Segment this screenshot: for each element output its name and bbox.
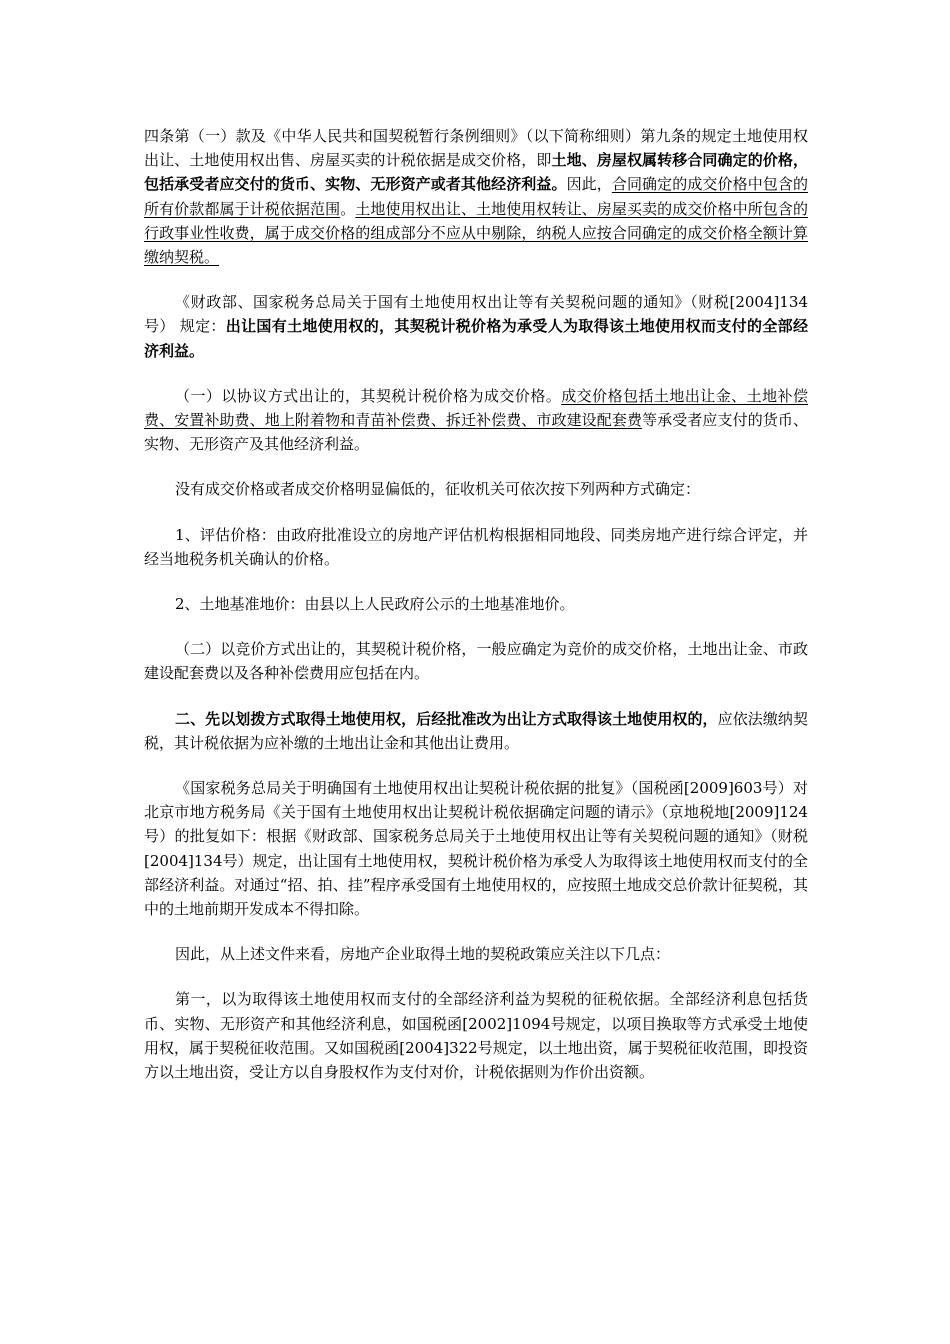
paragraph-3-text: （一）以协议方式出让的，其契税计税价格为成交价格。 [175, 386, 562, 405]
paragraph-3-text-2: 等承受者应支付的货币、实物、无形资产及其他经济利益。 [144, 411, 808, 454]
paragraph-8 [144, 707, 808, 755]
paragraph-3 [144, 384, 808, 457]
paragraph-1-underline: 合同确定的成交价格中包含的所有价款都属于计税依据范围 [144, 175, 808, 218]
paragraph-5: 1、评估价格：由政府批准设立的房地产评估机构根据相同地段、同类房地产进行综合评定，并经当地税务机关确认的价格。 [144, 525, 808, 568]
paragraph-1-text-2: 因此， [566, 175, 612, 194]
paragraph-2 [144, 290, 808, 363]
paragraph-6: 2、土地基准地价：由县以上人民政府公示的土地基准地价。 [175, 595, 575, 614]
paragraph-8-text: 应依法缴纳契税，其计税依据为应补缴的土地出让金和其他出让费用。 [144, 709, 808, 752]
paragraph-9: 《国家税务总局关于明确国有土地使用权出让契税计税依据的批复》（国税函[2009]603号）对北京市地方税务局《关于国有土地使用权出让契税计税依据确定问题的请示》（京地税地[2009]124号）的批复如下：根据《财政部、国家税务总局关于土地使用权出让等有关契税问题的通知》（财税[2004]134号）规定，出让国有土地使用权，契税计税价格为承受人为取得该土地使用权而支付的全部经济利益。对通过“招、拍、挂”程序承受国有土地使用权的，应按照土地成交总价款计征契税，其中的土地前期开发成本不得扣除。 [144, 779, 808, 919]
paragraph-3-underline: 成交价格包括土地出让金、土地补偿费、安置补助费、地上附着物和青苗补偿费、拆迁补偿费、市政建设配套费 [144, 386, 808, 430]
paragraph-4: 没有成交价格或者成交价格明显偏低的，征收机关可依次按下列两种方式确定： [175, 480, 701, 499]
paragraph-1-underline-2: 土地使用权出让、土地使用权转让、房屋买卖的成交价格中所包含的行政事业性收费，属于成交价格的组成部分不应从中剔除，纳税人应按合同确定的成交价格全额计算缴纳契税。 [144, 199, 808, 267]
paragraph-1-text-3: 。 [340, 199, 356, 218]
paragraph-1-bold: 土地、房屋权属转移合同确定的价格，包括承受者应交付的货币、实物、无形资产或者其他经济利益。 [144, 151, 808, 194]
paragraph-2-text: 《财政部、国家税务总局关于国有土地使用权出让等有关契税问题的通知》（财税[2004]134号） 规定： [144, 293, 808, 336]
document-body [144, 124, 808, 1105]
paragraph-7: （二）以竞价方式出让的，其契税计税价格，一般应确定为竞价的成交价格，土地出让金、市政建设配套费以及各种补偿费用应包括在内。 [144, 640, 808, 683]
paragraph-2-bold: 出让国有土地使用权的，其契税计税价格为承受人为取得该土地使用权而支付的全部经济利益。 [144, 317, 808, 360]
paragraph-10: 因此，从上述文件来看，房地产企业取得土地的契税政策应关注以下几点： [175, 945, 671, 964]
paragraph-8-bold: 二、先以划拨方式取得土地使用权，后经批准改为出让方式取得该土地使用权的， [175, 709, 718, 728]
paragraph-1 [144, 124, 808, 269]
paragraph-11: 第一，以为取得该土地使用权而支付的全部经济利益为契税的征税依据。全部经济利息包括货币、实物、无形资产和其他经济利息，如国税函[2002]1094号规定，以项目换取等方式承受土地使用权，属于契税征收范围。又如国税函[2004]322号规定，以土地出资，属于契税征收范围，即投资方以土地出资，受让方以自身股权作为支付对价，计税依据则为作价出资额。 [144, 990, 808, 1082]
paragraph-1-text: 四条第（一）款及《中华人民共和国契税暂行条例细则》（以下简称细则）第九条的规定土地使用权出让、土地使用权出售、房屋买卖的计税依据是成交价格，即 [144, 127, 808, 170]
